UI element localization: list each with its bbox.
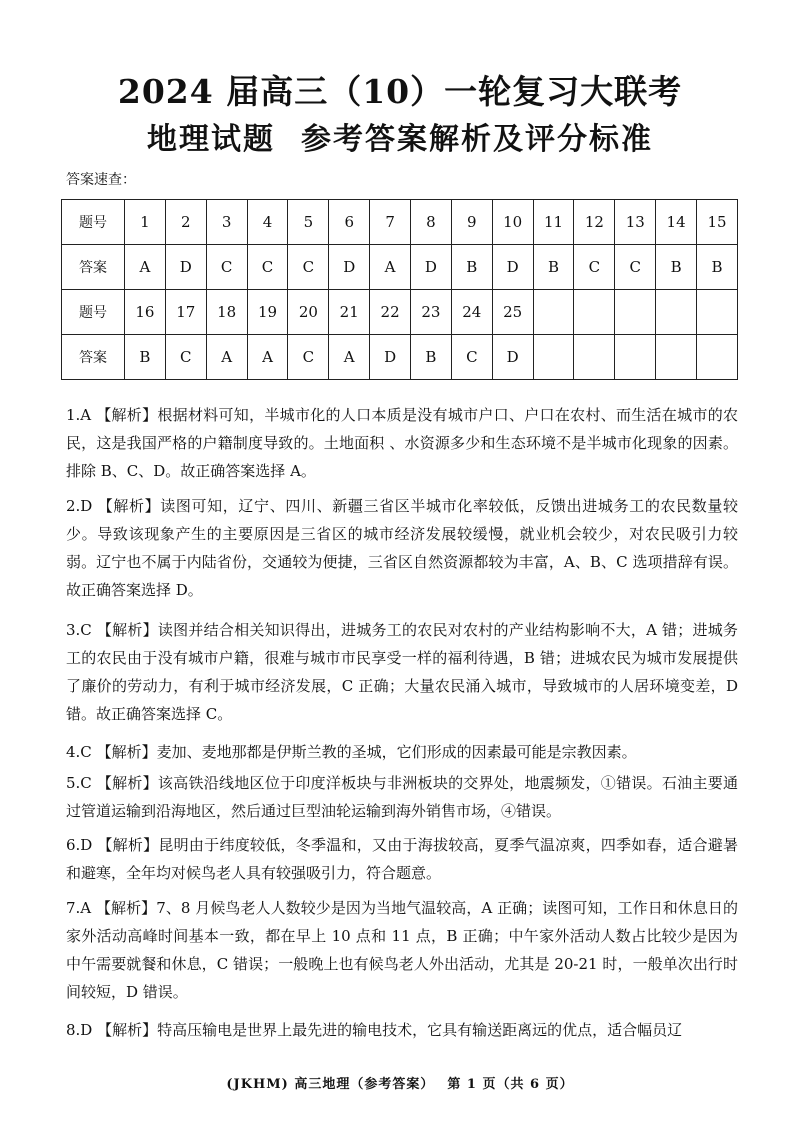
explanation-text: 【解析】根据材料可知，半城市化的人口本质是没有城市户口、户口在农村、而生活在城市的农民，这是我国严格的户籍制度导致的。土地面积 、水资源多少和生态环境不是半城市化现象的因素。排除 B、C、D。故正确答案选择 A。: [66, 406, 738, 480]
answer-table-cell: 13: [615, 200, 656, 245]
explanation-text: 【解析】该高铁沿线地区位于印度洋板块与非洲板块的交界处，地震频发，①错误。石油主要通过管道运输到沿海地区，然后通过巨型油轮运输到海外销售市场，④错误。: [66, 774, 738, 820]
answer-table-cell: [574, 290, 615, 335]
answer-table-cell: [697, 335, 738, 380]
answer-table-cell: B: [533, 245, 574, 290]
explanation-text: 【解析】特高压输电是世界上最先进的输电技术，它具有输送距离远的优点，适合幅员辽: [97, 1021, 683, 1039]
answer-table-cell: 2: [165, 200, 206, 245]
answer-table-cell: A: [247, 335, 288, 380]
answer-table-cell: A: [370, 245, 411, 290]
answer-table-cell: [533, 290, 574, 335]
explanation-text: 【解析】昆明由于纬度较低，冬季温和，又由于海拔较高，夏季气温凉爽，四季如春，适合避暑和避寒，全年均对候鸟老人具有较强吸引力，符合题意。: [66, 836, 738, 882]
answer-table-cell: D: [492, 245, 533, 290]
answer-table-row: [62, 290, 738, 335]
explanation-number: 7.A: [66, 899, 92, 917]
answer-table-cell: B: [411, 335, 452, 380]
answer-table-cell: 6: [329, 200, 370, 245]
answer-table-row: [62, 335, 738, 380]
answer-table-cell: 1: [125, 200, 166, 245]
answer-table-cell: 21: [329, 290, 370, 335]
explanation-number: 5.C: [66, 774, 92, 792]
answer-key-title: 参考答案解析及评分标准: [301, 122, 653, 157]
answer-table-cell: D: [370, 335, 411, 380]
answer-table: [61, 199, 738, 380]
explanation-5: [66, 769, 738, 825]
answer-table-cell: 7: [370, 200, 411, 245]
answer-table-cell: 12: [574, 200, 615, 245]
answer-table-cell: 4: [247, 200, 288, 245]
exam-title: 2024 届高三（10）一轮复习大联考: [117, 72, 683, 111]
answer-table-cell: [615, 335, 656, 380]
answer-table-cell: 3: [206, 200, 247, 245]
answer-table-cell: C: [615, 245, 656, 290]
answer-table-cell: [615, 290, 656, 335]
answer-table-cell: [697, 290, 738, 335]
answer-table-cell: C: [247, 245, 288, 290]
explanation-number: 4.C: [66, 743, 92, 761]
answer-table-cell: B: [125, 335, 166, 380]
answer-table-caption: 答案速查：: [66, 172, 136, 188]
answer-table-row: [62, 200, 738, 245]
answer-table-cell: 20: [288, 290, 329, 335]
explanation-text: 【解析】读图可知，辽宁、四川、新疆三省区半城市化率较低，反馈出进城务工的农民数量较少。导致该现象产生的主要原因是三省区的城市经济发展较缓慢，就业机会较少，对农民吸引力较弱。辽宁也不属于内陆省份，交通较为便捷，三省区自然资源都较为丰富，A、B、C 选项措辞有误。故正确答案选择 D。: [66, 497, 738, 599]
answer-table-cell: [656, 335, 697, 380]
answer-table-cell: 15: [697, 200, 738, 245]
answer-table-cell: C: [165, 335, 206, 380]
answer-table-cell: 5: [288, 200, 329, 245]
answer-table-cell: C: [574, 245, 615, 290]
answer-table-cell: C: [451, 335, 492, 380]
explanation-text: 【解析】7、8 月候鸟老人人数较少是因为当地气温较高，A 正确；读图可知，工作日和休息日的家外活动高峰时间基本一致，都在早上 10 点和 11 点，B 正确；中午家外活动人数占比较少是因为中午需要就餐和休息，C 错误；一般晚上也有候鸟老人外出活动，尤其是 20-21 时，一般单次出行时间较短，D 错误。: [66, 899, 738, 1001]
answer-table-cell: D: [492, 335, 533, 380]
explanation-6: [66, 831, 738, 887]
explanation-3: [66, 616, 738, 728]
document-subtitle: [0, 118, 800, 162]
explanation-1: [66, 401, 738, 485]
answer-table-cell: 17: [165, 290, 206, 335]
explanation-number: 3.C: [66, 621, 92, 639]
answer-table-cell: D: [329, 245, 370, 290]
answer-table-row: [62, 245, 738, 290]
answer-table-cell: C: [288, 335, 329, 380]
answer-table-cell: 14: [656, 200, 697, 245]
answer-table-cell: 24: [451, 290, 492, 335]
row-label: 答案: [62, 245, 125, 290]
row-label: 题号: [62, 290, 125, 335]
answer-table-cell: C: [288, 245, 329, 290]
explanation-number: 1.A: [66, 406, 92, 424]
explanation-number: 2.D: [66, 497, 93, 515]
answer-table-cell: D: [165, 245, 206, 290]
page-footer: (JKHM) 高三地理（参考答案） 第 1 页（共 6 页）: [226, 1077, 574, 1092]
subject-title: 地理试题: [147, 122, 275, 157]
answer-table-cell: 16: [125, 290, 166, 335]
answer-table-cell: 10: [492, 200, 533, 245]
answer-table-cell: A: [125, 245, 166, 290]
answer-table-cell: B: [451, 245, 492, 290]
explanation-text: 【解析】麦加、麦地那都是伊斯兰教的圣城，它们形成的因素最可能是宗教因素。: [96, 743, 637, 761]
answer-table-cell: 23: [411, 290, 452, 335]
row-label: 答案: [62, 335, 125, 380]
answer-table-cell: 18: [206, 290, 247, 335]
answer-table-cell: B: [656, 245, 697, 290]
answer-table-cell: A: [206, 335, 247, 380]
answer-table-cell: [574, 335, 615, 380]
answer-table-cell: A: [329, 335, 370, 380]
answer-table-cell: [656, 290, 697, 335]
answer-table-cell: [533, 335, 574, 380]
explanation-2: [66, 492, 738, 604]
row-label: 题号: [62, 200, 125, 245]
answer-table-cell: D: [411, 245, 452, 290]
answer-table-cell: 11: [533, 200, 574, 245]
answer-table-cell: 22: [370, 290, 411, 335]
answer-table-cell: 25: [492, 290, 533, 335]
explanation-number: 8.D: [66, 1021, 93, 1039]
answer-table-cell: B: [697, 245, 738, 290]
answer-table-cell: 19: [247, 290, 288, 335]
explanation-7: [66, 894, 738, 1006]
explanation-text: 【解析】读图并结合相关知识得出，进城务工的农民对农村的产业结构影响不大，A 错；进城务工的农民由于没有城市户籍，很难与城市市民享受一样的福利待遇，B 错；进城农民为城市发展提供了廉价的劳动力，有利于城市经济发展，C 正确；大量农民涌入城市，导致城市的人居环境变差，D 错。故正确答案选择 C。: [66, 621, 738, 723]
explanation-number: 6.D: [66, 836, 93, 854]
answer-table-cell: 9: [451, 200, 492, 245]
answer-table-cell: C: [206, 245, 247, 290]
explanation-4: [66, 738, 738, 766]
explanation-8: [66, 1016, 738, 1044]
answer-table-cell: 8: [411, 200, 452, 245]
